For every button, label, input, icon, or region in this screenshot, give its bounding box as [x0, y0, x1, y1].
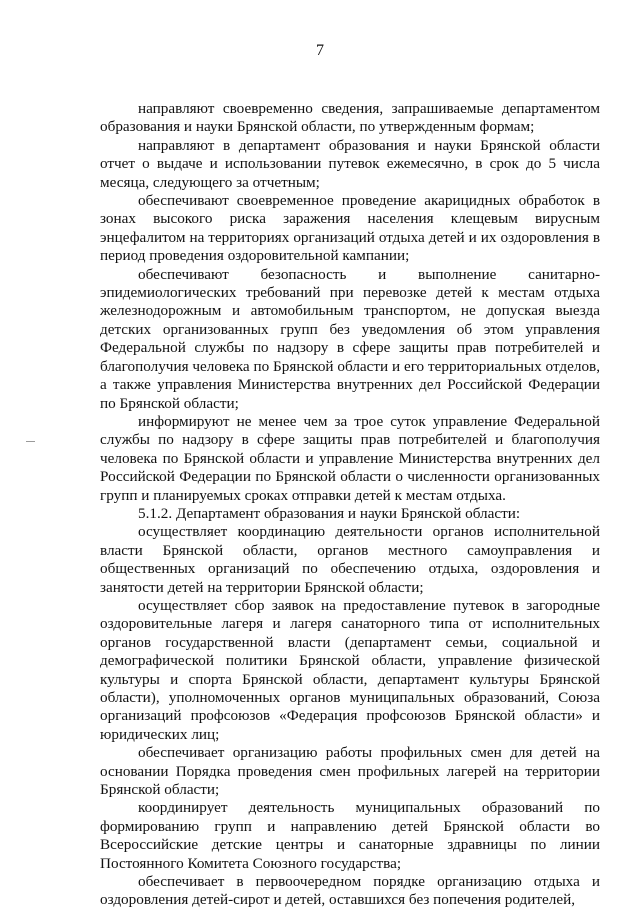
- page-number: 7: [316, 42, 324, 59]
- paragraph: направляют в департамент образования и науки Брянской области отчет о выдаче и использовании путевок ежемесячно, в срок до 5 числа месяца, следующего за отчетным;: [100, 136, 600, 191]
- paragraph: обеспечивают безопасность и выполнение санитарно-эпидемиологических требований при перевозке детей к местам отдыха железнодорожным и автомобильным транспортом, не допуская выезда детских организованных групп без уведомления об этом управления Федеральной службы по надзору в сфере защиты прав потребителей и благополучия человека по Брянской области и его территориальных отделов, а также управления Министерства внутренних дел Российской Федерации по Брянской области;: [100, 265, 600, 412]
- section-heading: 5.1.2. Департамент образования и науки Брянской области:: [138, 504, 521, 522]
- paragraph: осуществляет сбор заявок на предоставление путевок в загородные оздоровительные лагеря и лагеря санаторного типа от исполнительных органов государственной власти (департамент семьи, социальной и демографической политики Брянской области, управление физической культуры и спорта Брянской области, департамент культуры Брянской области), уполномоченных органов муниципальных образований, Союза организаций профсоюзов «Федерация профсоюзов Брянской области» и юридических лиц;: [100, 596, 600, 743]
- paragraph: обеспечивают своевременное проведение акарицидных обработок в зонах высокого риска заражения населения клещевым вирусным энцефалитом на территориях организаций отдыха детей и их оздоровления в период проведения оздоровительной кампании;: [100, 192, 600, 265]
- paragraph: информируют не менее чем за трое суток управление Федеральной службы по надзору в сфере защиты прав потребителей и благополучия человека по Брянской области и управление Министерства внутренних дел Российской Федерации по Брянской области о численности организованных групп и планируемых сроках отправки детей к местам отдыха.: [100, 412, 600, 504]
- paragraph: обеспечивает в первоочередном порядке организацию отдыха и оздоровления детей-сирот и детей, оставшихся без попечения родителей,: [100, 873, 600, 909]
- scan-artifact-mark: [26, 441, 35, 442]
- body-text: [100, 100, 600, 910]
- paragraph: направляют своевременно сведения, запрашиваемые департаментом образования и науки Брянской области, по утвержденным формам;: [100, 100, 600, 136]
- paragraph: осуществляет координацию деятельности органов исполнительной власти Брянской области, органов местного самоуправления и общественных организаций по обеспечению отдыха, оздоровления и занятости детей на территории Брянской области;: [100, 523, 600, 596]
- paragraph: координирует деятельность муниципальных образований по формированию групп и направлению детей Брянской области во Всероссийские детские центры и санаторные здравницы по линии Постоянного Комитета Союзного государства;: [100, 799, 600, 872]
- paragraph: обеспечивает организацию работы профильных смен для детей на основании Порядка проведения смен профильных лагерей на территории Брянской области;: [100, 744, 600, 799]
